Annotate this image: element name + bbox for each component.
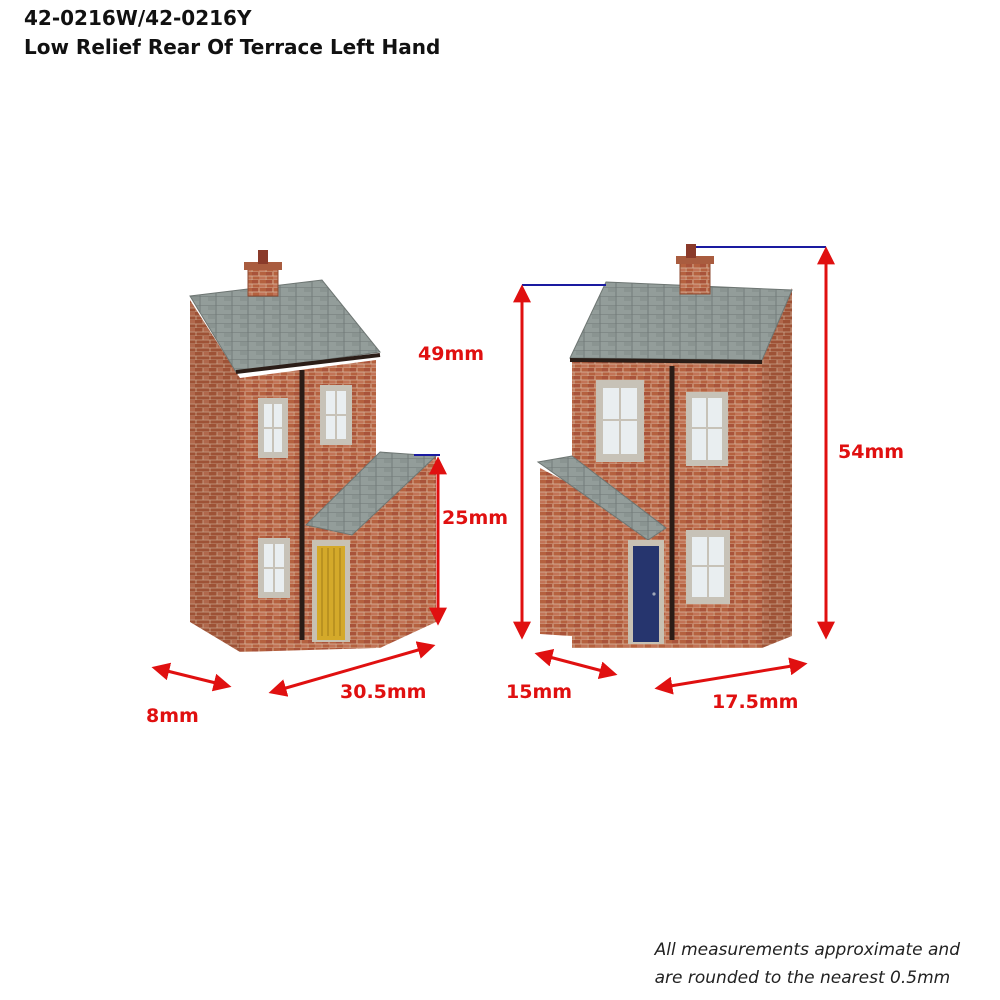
right-height-total-label: 54mm — [838, 441, 905, 463]
right-width-label: 17.5mm — [712, 691, 799, 713]
right-door — [628, 540, 664, 644]
left-upper-window-2 — [320, 385, 352, 445]
disclaimer-line-1: All measurements approximate and — [654, 940, 960, 960]
part-numbers: 42-0216W/42-0216Y — [24, 6, 252, 30]
right-upper-window-1 — [596, 380, 644, 462]
left-height-annex-label: 25mm — [442, 507, 509, 529]
right-upper-window-2 — [686, 392, 728, 466]
right-width-arrow — [658, 664, 804, 688]
disclaimer-line-2: are rounded to the nearest 0.5mm — [654, 968, 951, 988]
left-depth-arrow — [155, 668, 228, 686]
left-width-label: 30.5mm — [340, 681, 427, 703]
left-ground-window — [258, 538, 290, 598]
right-ground-window — [686, 530, 730, 604]
right-depth-label: 15mm — [506, 681, 573, 703]
left-upper-window-1 — [258, 398, 288, 458]
left-depth-label: 8mm — [146, 705, 199, 727]
right-depth-arrow — [538, 654, 614, 674]
right-gutter — [570, 360, 762, 362]
measurement-disclaimer — [655, 936, 960, 992]
right-chimney — [676, 244, 714, 294]
left-height-total-label: 49mm — [418, 343, 485, 365]
left-door — [312, 540, 350, 642]
left-building-model — [190, 250, 436, 652]
right-building-model — [538, 244, 792, 648]
product-title: Low Relief Rear Of Terrace Left Hand — [24, 35, 441, 59]
left-chimney — [244, 250, 282, 296]
